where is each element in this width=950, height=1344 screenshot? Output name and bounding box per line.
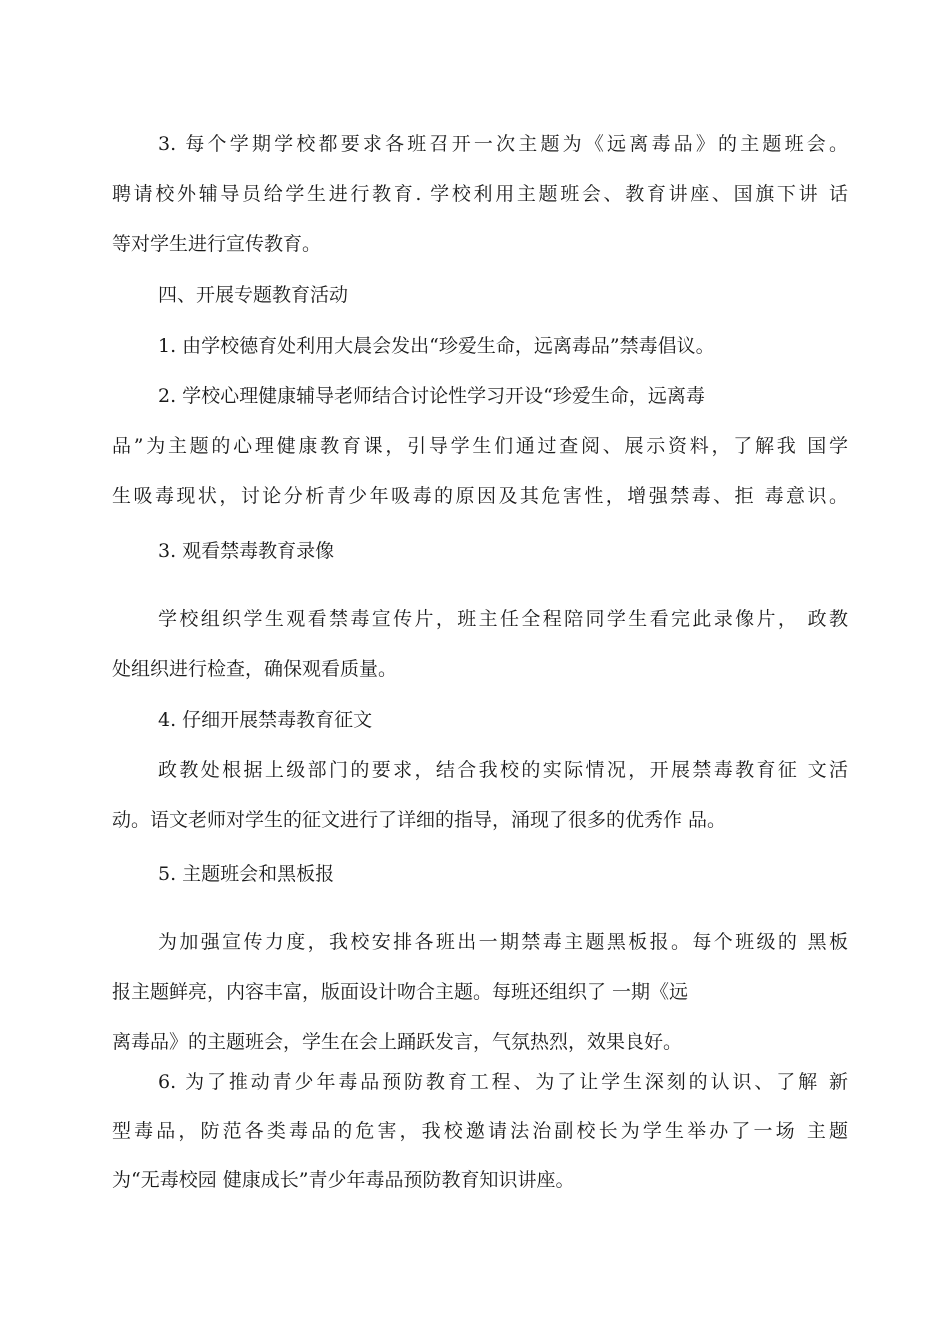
paragraph-line: 生吸毒现状，讨论分析青少年吸毒的原因及其危害性，增强禁毒、拒 毒意识。 [112, 485, 848, 507]
paragraph-line: 政教处根据上级部门的要求，结合我校的实际情况，开展禁毒教育征 文活 [158, 759, 848, 781]
paragraph-line: 3. 每个学期学校都要求各班召开一次主题为《远离毒品》的主题班会。 [158, 133, 848, 155]
paragraph-line: 报主题鲜亮，内容丰富，版面设计吻合主题。每班还组织了 一期《远 [112, 981, 689, 1003]
paragraph-line: 1. 由学校德育处利用大晨会发出“珍爱生命，远离毒品”禁毒倡议。 [158, 335, 715, 357]
subsection-heading: 4. 仔细开展禁毒教育征文 [158, 709, 373, 731]
paragraph-line: 处组织进行检查，确保观看质量。 [112, 658, 398, 680]
paragraph-line: 为加强宣传力度，我校安排各班出一期禁毒主题黑板报。每个班级的 黑板 [158, 931, 848, 953]
paragraph-line: 离毒品》的主题班会，学生在会上踊跃发言，气氛热烈，效果良好。 [112, 1031, 683, 1053]
subsection-heading: 3. 观看禁毒教育录像 [158, 540, 335, 562]
paragraph-line: 为“无毒校园 健康成长”青少年毒品预防教育知识讲座。 [112, 1169, 575, 1191]
paragraph-line: 型毒品，防范各类毒品的危害，我校邀请法治副校长为学生举办了一场 主题 [112, 1120, 848, 1142]
paragraph-line: 2. 学校心理健康辅导老师结合讨论性学习开设“珍爱生命，远离毒 [158, 385, 705, 407]
paragraph-line: 聘请校外辅导员给学生进行教育. 学校利用主题班会、教育讲座、国旗下讲 话 [112, 183, 848, 205]
paragraph-line: 品”为主题的心理健康教育课，引导学生们通过查阅、展示资料，了解我 国学 [112, 435, 848, 457]
subsection-heading: 5. 主题班会和黑板报 [158, 863, 335, 885]
paragraph-line: 等对学生进行宣传教育。 [112, 233, 322, 255]
paragraph-line: 学校组织学生观看禁毒宣传片，班主任全程陪同学生看完此录像片， 政教 [158, 608, 848, 630]
paragraph-line: 动。语文老师对学生的征文进行了详细的指导，涌现了很多的优秀作 品。 [112, 809, 727, 831]
paragraph-line: 6. 为了推动青少年毒品预防教育工程、为了让学生深刻的认识、了解 新 [158, 1071, 848, 1093]
section-heading: 四、开展专题教育活动 [158, 284, 349, 306]
